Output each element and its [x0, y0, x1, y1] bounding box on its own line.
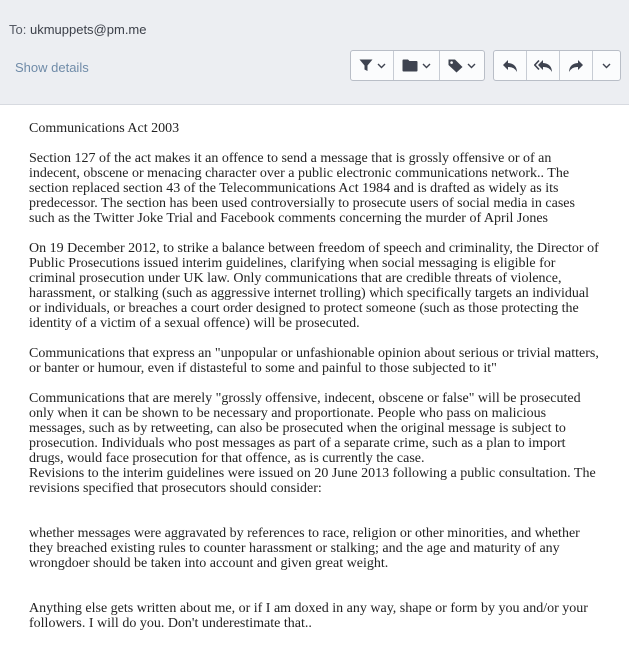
- forward-icon: [568, 59, 584, 73]
- body-paragraph: On 19 December 2012, to strike a balance between freedom of speech and criminality, the Director of Public Prosecutions issued interim guidelines, clarifying when social messaging is eligible for criminal prosecution under UK law. Only communications that are credible threats of violence, harassment, or stalking (such as aggressive internet trolling) which specifically targets an individual or individuals, or breaches a court order designed to protect someone (such as those protecting the identity of a victim of a sexual offence) will be prosecuted.: [29, 241, 599, 331]
- filter-button[interactable]: [351, 51, 394, 80]
- chevron-down-icon: [377, 63, 386, 69]
- body-paragraph: Communications that are merely "grossly offensive, indecent, obscene or false" will be prosecuted only when it can be shown to be necessary and proportionate. People who pass on malicious messages, such as by retweeting, can also be prosecuted when the original message is subject to prosecution. Individuals who post messages as part of a separate crime, such as a plan to import drugs, would face prosecution for that offence, as is currently the case.: [29, 391, 581, 466]
- reply-all-icon: [534, 59, 553, 73]
- recipient-line: [9, 22, 147, 37]
- reply-button[interactable]: [494, 51, 527, 80]
- to-label: To:: [9, 22, 27, 37]
- tag-icon: [448, 59, 463, 73]
- body-paragraph: Anything else gets written about me, or if I am doxed in any way, shape or form by you and/or your followers. I will do you. Don't underestimate that..: [29, 601, 588, 631]
- reply-icon: [502, 59, 518, 73]
- organize-toolbar: [350, 50, 485, 81]
- chevron-down-icon: [467, 63, 476, 69]
- message-header: [0, 0, 629, 105]
- more-actions-button[interactable]: [593, 51, 620, 80]
- forward-button[interactable]: [560, 51, 593, 80]
- body-paragraph: Revisions to the interim guidelines were issued on 20 June 2013 following a public consultation. The revisions specified that prosecutors should consider:: [29, 466, 596, 496]
- chevron-down-icon: [422, 63, 431, 69]
- reply-toolbar: [493, 50, 621, 81]
- body-paragraph: whether messages were aggravated by references to race, religion or other minorities, and whether they breached existing rules to counter harassment or stalking; and the age and maturity of any wrongdoer should be taken into account and given great weight.: [29, 526, 580, 571]
- recipient-address[interactable]: ukmuppets@pm.me: [29, 22, 147, 37]
- chevron-down-icon: [602, 63, 611, 69]
- body-paragraph: Communications that express an "unpopular or unfashionable opinion about serious or trivial matters, or banter or humour, even if distasteful to some and painful to those subjected to it": [29, 346, 599, 376]
- message-body: [29, 121, 601, 631]
- reply-all-button[interactable]: [527, 51, 560, 80]
- move-to-folder-button[interactable]: [394, 51, 440, 80]
- filter-icon: [359, 59, 373, 72]
- label-button[interactable]: [440, 51, 484, 80]
- body-paragraph: Section 127 of the act makes it an offence to send a message that is grossly offensive or of an indecent, obscene or menacing character over a public electronic communications network.. The section replaced section 43 of the Telecommunications Act 1984 and is drafted as widely as its predecessor. The section has been used controversially to prosecute users of social media in cases such as the Twitter Joke Trial and Facebook comments concerning the murder of April Jones: [29, 151, 575, 226]
- show-details-link[interactable]: Show details: [15, 60, 89, 75]
- body-paragraph: Communications Act 2003: [29, 121, 180, 136]
- folder-icon: [402, 59, 418, 72]
